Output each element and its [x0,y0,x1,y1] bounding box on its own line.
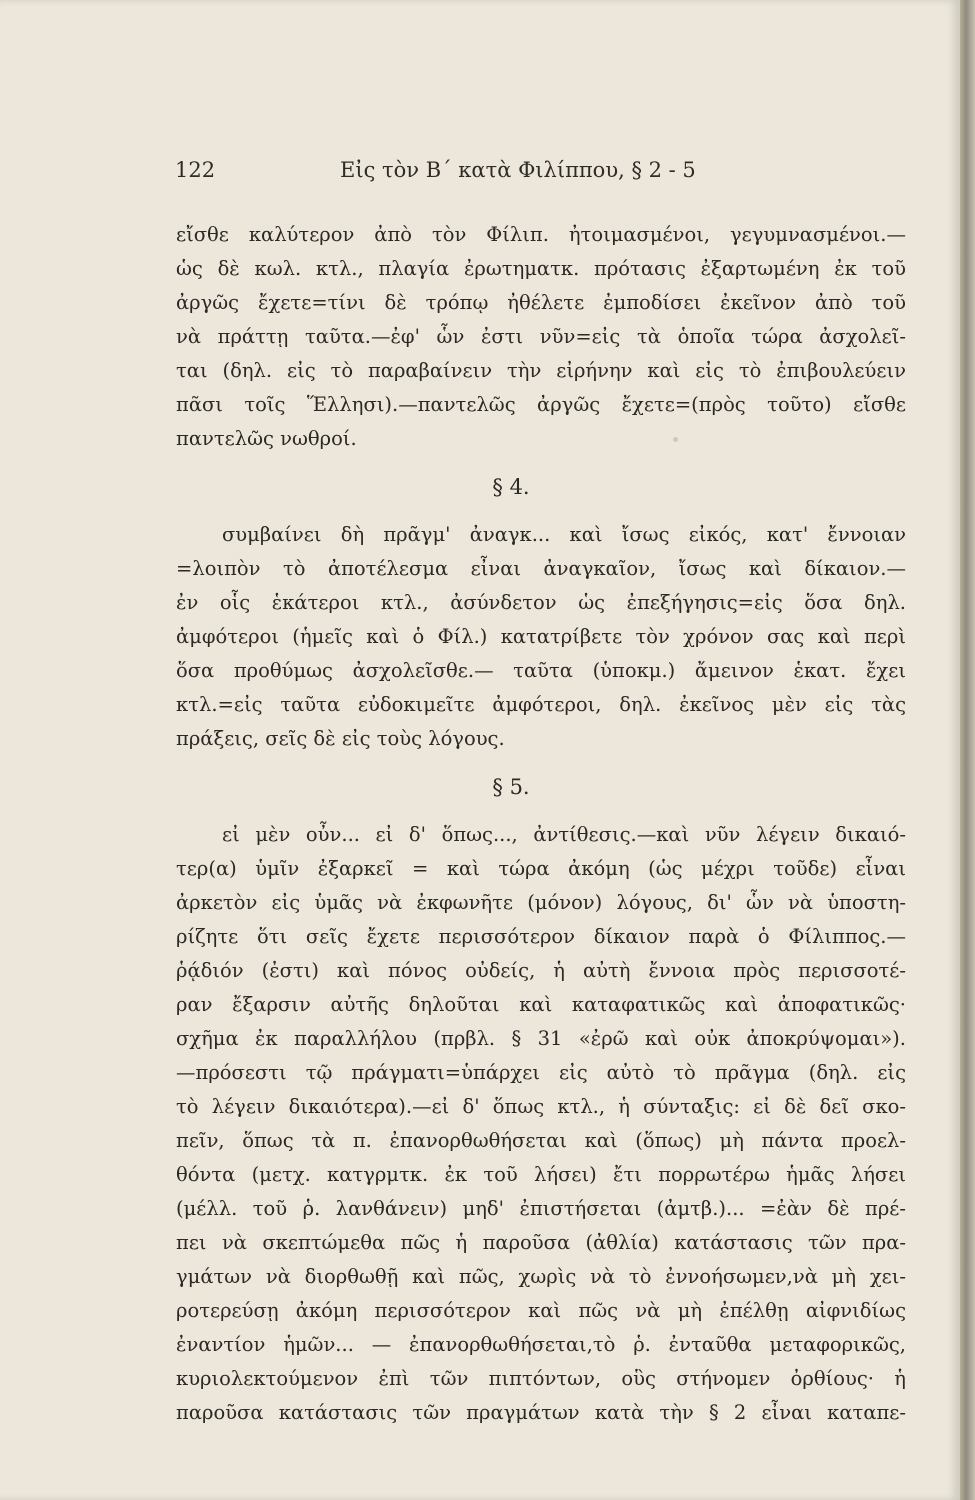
text-line: ται (δηλ. εἰς τὸ παραβαίνειν τὴν εἰρήνην καὶ εἰς τὸ ἐπιβουλεύειν [176,359,906,382]
text-line: =λοιπὸν τὸ ἀποτέλεσμα εἶναι ἀναγκαῖον, ἴσως καὶ δίκαιον.— [176,557,906,580]
text-line: νὰ πράττῃ ταῦτα.—ἐφ' ὧν ἐστι νῦν=εἰς τὰ ὁποῖα τώρα ἀσχολεῖ- [176,325,906,348]
section-heading: § 4. [492,475,530,499]
text-line: παροῦσα κατάστασις τῶν πραγμάτων κατὰ τὴν § 2 εἶναι καταπε- [176,1401,906,1424]
text-line: ἀργῶς ἔχετε=τίνι δὲ τρόπῳ ἠθέλετε ἐμποδίσει ἐκεῖνον ἀπὸ τοῦ [176,291,906,314]
text-line: εἴσθε καλύτερον ἀπὸ τὸν Φίλιπ. ἠτοιμασμένοι, γεγυμνασμένοι.— [176,223,906,246]
section-heading: § 5. [492,775,530,799]
text-line: —πρόσεστι τῷ πράγματι=ὑπάρχει εἰς αὐτὸ τὸ πρᾶγμα (δηλ. εἰς [176,1061,906,1084]
text-line: ραν ἔξαρσιν αὐτῆς δηλοῦται καὶ καταφατικῶς καὶ ἀποφατικῶς· [176,993,906,1016]
text-line: ὡς δὲ κωλ. κτλ., πλαγία ἐρωτηματκ. πρότασις ἐξαρτωμένη ἐκ τοῦ [176,257,906,280]
text-line: κτλ.=εἰς ταῦτα εὐδοκιμεῖτε ἀμφότεροι, δηλ. ἐκεῖνος μὲν εἰς τὰς [176,693,906,716]
text-line: συμβαίνει δὴ πρᾶγμ' ἀναγκ... καὶ ἴσως εἰκός, κατ' ἔννοιαν [222,523,906,546]
text-line: γμάτων νὰ διορθωθῇ καὶ πῶς, χωρὶς νὰ τὸ ἐννοήσωμεν,νὰ μὴ χει- [176,1265,906,1288]
running-title: Εἰς τὸν Β΄ κατὰ Φιλίππου, § 2 - 5 [340,158,696,182]
text-line: ὅσα προθύμως ἀσχολεῖσθε.— ταῦτα (ὑποκμ.) ἄμεινον ἑκατ. ἔχει [176,659,906,682]
text-line: ἐν οἷς ἑκάτεροι κτλ., ἀσύνδετον ὡς ἐπεξήγησις=εἰς ὅσα δηλ. [176,591,906,614]
text-line: ῥᾴδιόν (ἐστι) καὶ πόνος οὐδείς, ἡ αὐτὴ ἔννοια πρὸς περισσοτέ- [176,959,906,982]
text-line: ρίζητε ὅτι σεῖς ἔχετε περισσότερον δίκαιον παρὰ ὁ Φίλιππος.— [176,925,906,948]
text-line: ἀρκετὸν εἰς ὑμᾶς νὰ ἐκφωνῆτε (μόνον) λόγους, δι' ὧν νὰ ὑποστη- [176,891,906,914]
text-line: πράξεις, σεῖς δὲ εἰς τοὺς λόγους. [176,727,505,750]
page-edge [960,0,975,1500]
text-line: πᾶσι τοῖς Ἕλλησι).—παντελῶς ἀργῶς ἔχετε=(πρὸς τοῦτο) εἴσθε [176,393,906,416]
text-line: πει νὰ σκεπτώμεθα πῶς ἡ παροῦσα (ἀθλία) κατάστασις τῶν πρα- [176,1231,906,1254]
text-line: κυριολεκτούμενον ἐπὶ τῶν πιπτόντων, οὓς στήνομεν ὀρθίους· ἡ [176,1367,906,1390]
page-number: 122 [175,158,216,182]
text-line: (μέλλ. τοῦ ῥ. λανθάνειν) μηδ' ἐπιστήσεται (ἀμτβ.)... =ἐὰν δὲ πρέ- [176,1197,906,1220]
text-line: ἀμφότεροι (ἡμεῖς καὶ ὁ Φίλ.) κατατρίβετε τὸν χρόνον σας καὶ περὶ [176,625,906,648]
text-line: θόντα (μετχ. κατγρμτκ. ἐκ τοῦ λήσει) ἔτι πορρωτέρω ἡμᾶς λήσει [176,1163,906,1186]
text-line: τερ(α) ὑμῖν ἐξαρκεῖ = καὶ τώρα ἀκόμη (ὡς μέχρι τοῦδε) εἶναι [176,857,906,880]
text-line: παντελῶς νωθροί. [176,427,357,450]
text-line: ροτερεύσῃ ἀκόμη περισσότερον καὶ πῶς νὰ μὴ ἐπέλθῃ αἰφνιδίως [176,1299,906,1322]
text-line: τὸ λέγειν δικαιότερα).—εἰ δ' ὅπως κτλ., ἡ σύνταξις: εἰ δὲ δεῖ σκο- [176,1095,906,1118]
text-line: εἰ μὲν οὖν... εἰ δ' ὅπως..., ἀντίθεσις.—καὶ νῦν λέγειν δικαιό- [222,823,906,846]
text-line: πεῖν, ὅπως τὰ π. ἐπανορθωθήσεται καὶ (ὅπως) μὴ πάντα προελ- [176,1129,906,1152]
text-line: ἐναντίον ἡμῶν... — ἐπανορθωθήσεται,τὸ ῥ. ἐνταῦθα μεταφορικῶς, [176,1333,906,1356]
commentary-text [176,218,906,1430]
text-line: σχῆμα ἐκ παραλλήλου (πρβλ. § 31 «ἐρῶ καὶ οὐκ ἀποκρύψομαι»). [176,1027,906,1050]
